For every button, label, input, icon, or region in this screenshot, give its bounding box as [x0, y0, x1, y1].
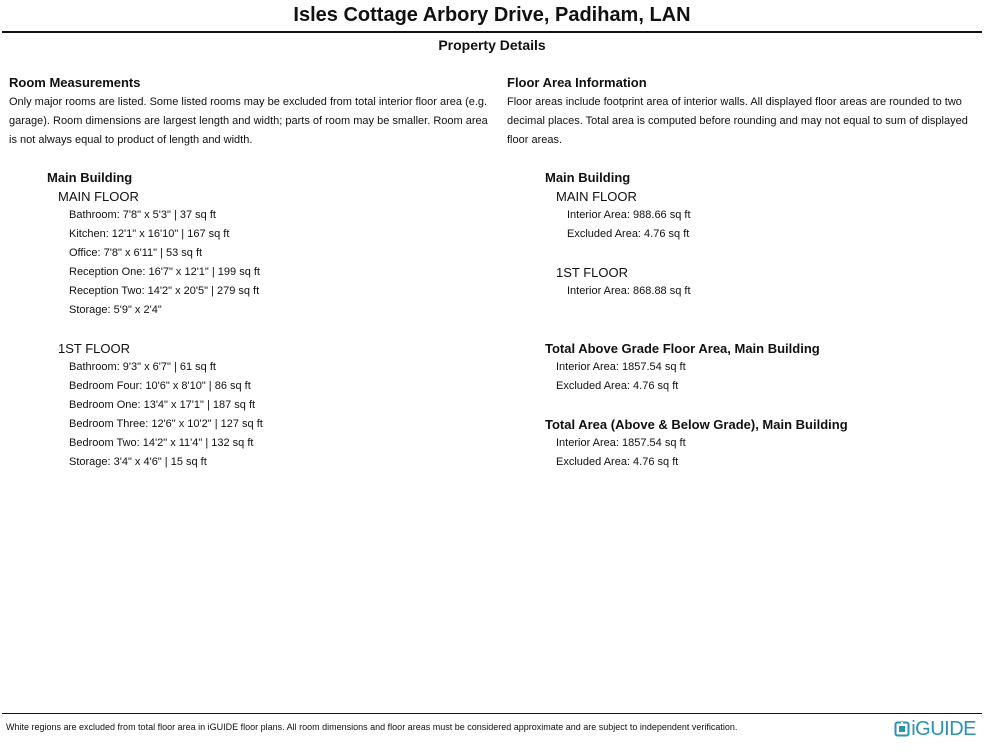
- floor-first: [58, 339, 487, 472]
- room-row: Reception Two: 14'2" x 20'5" | 279 sq ft: [69, 285, 260, 297]
- floor-name: MAIN FLOOR: [556, 189, 637, 204]
- iguide-logo-text: iGUIDE: [911, 718, 976, 740]
- spacer: [545, 396, 975, 415]
- spacer: [556, 301, 975, 320]
- room-row: Storage: 3'4" x 4'6" | 15 sq ft: [69, 456, 207, 468]
- total-row: Interior Area: 1857.54 sq ft: [556, 437, 686, 449]
- area-row: Interior Area: 868.88 sq ft: [567, 285, 691, 297]
- floor-main: [556, 187, 975, 263]
- floor-area-heading: Floor Area Information: [507, 75, 647, 90]
- total-title: Total Area (Above & Below Grade), Main Building: [545, 417, 848, 432]
- building-name: Main Building: [47, 170, 133, 185]
- total-row: Interior Area: 1857.54 sq ft: [556, 361, 686, 373]
- room-row: Office: 7'8" x 6'11" | 53 sq ft: [69, 247, 203, 259]
- floor-name: 1ST FLOOR: [556, 265, 629, 280]
- room-row: Bathroom: 9'3" x 6'7" | 61 sq ft: [69, 361, 216, 373]
- floor-main: [58, 187, 487, 339]
- room-measurements-section: [9, 74, 489, 150]
- footer-note: White regions are excluded from total floor area in iGUIDE floor plans. All room dimensions and floor areas must be considered approximate and are subject to independent verification.: [6, 722, 738, 732]
- spacer: [556, 244, 975, 263]
- page-subtitle: Property Details: [438, 37, 546, 53]
- room-measurements-building: [47, 168, 487, 472]
- floor-area-description: Floor areas include footprint area of interior walls. All displayed floor areas are rounded to two decimal places. Total area is computed before rounding and may not equal to sum of displayed floor areas.: [507, 96, 968, 146]
- building-name: Main Building: [545, 170, 631, 185]
- room-measurements-description: Only major rooms are listed. Some listed rooms may be excluded from total interior floor area (e.g. garage). Room dimensions are largest length and width; parts of room may be smaller. Room area is not always equal to product of length and width.: [9, 96, 488, 146]
- spacer: [556, 320, 975, 339]
- spacer: [58, 320, 487, 339]
- room-row: Bathroom: 7'8" x 5'3" | 37 sq ft: [69, 209, 216, 221]
- total-row: Excluded Area: 4.76 sq ft: [556, 456, 679, 468]
- room-measurements-heading: Room Measurements: [9, 75, 141, 90]
- page-title: Isles Cottage Arbory Drive, Padiham, LAN: [293, 4, 691, 26]
- footer-divider: [2, 713, 982, 714]
- area-row: Excluded Area: 4.76 sq ft: [567, 228, 690, 240]
- area-row: Interior Area: 988.66 sq ft: [567, 209, 691, 221]
- iguide-mark-icon: [894, 721, 910, 737]
- floor-area-building: [545, 168, 975, 472]
- room-row: Bedroom Two: 14'2" x 11'4" | 132 sq ft: [69, 437, 254, 449]
- room-row: Bedroom One: 13'4" x 17'1" | 187 sq ft: [69, 399, 256, 411]
- total-all-grades: [545, 415, 975, 472]
- room-row: Storage: 5'9" x 2'4": [69, 304, 162, 316]
- floor-name: MAIN FLOOR: [58, 189, 139, 204]
- room-row: Bedroom Three: 12'6" x 10'2" | 127 sq ft: [69, 418, 263, 430]
- total-title: Total Above Grade Floor Area, Main Building: [545, 341, 820, 356]
- floor-name: 1ST FLOOR: [58, 341, 131, 356]
- total-row: Excluded Area: 4.76 sq ft: [556, 380, 679, 392]
- total-above-grade: [545, 339, 975, 415]
- room-row: Kitchen: 12'1" x 16'10" | 167 sq ft: [69, 228, 230, 240]
- room-row: Reception One: 16'7" x 12'1" | 199 sq ft: [69, 266, 260, 278]
- floor-first: [556, 263, 975, 339]
- iguide-logo: [894, 717, 976, 741]
- room-row: Bedroom Four: 10'6" x 8'10" | 86 sq ft: [69, 380, 251, 392]
- title-divider: [2, 31, 982, 33]
- floor-area-section: [507, 74, 984, 150]
